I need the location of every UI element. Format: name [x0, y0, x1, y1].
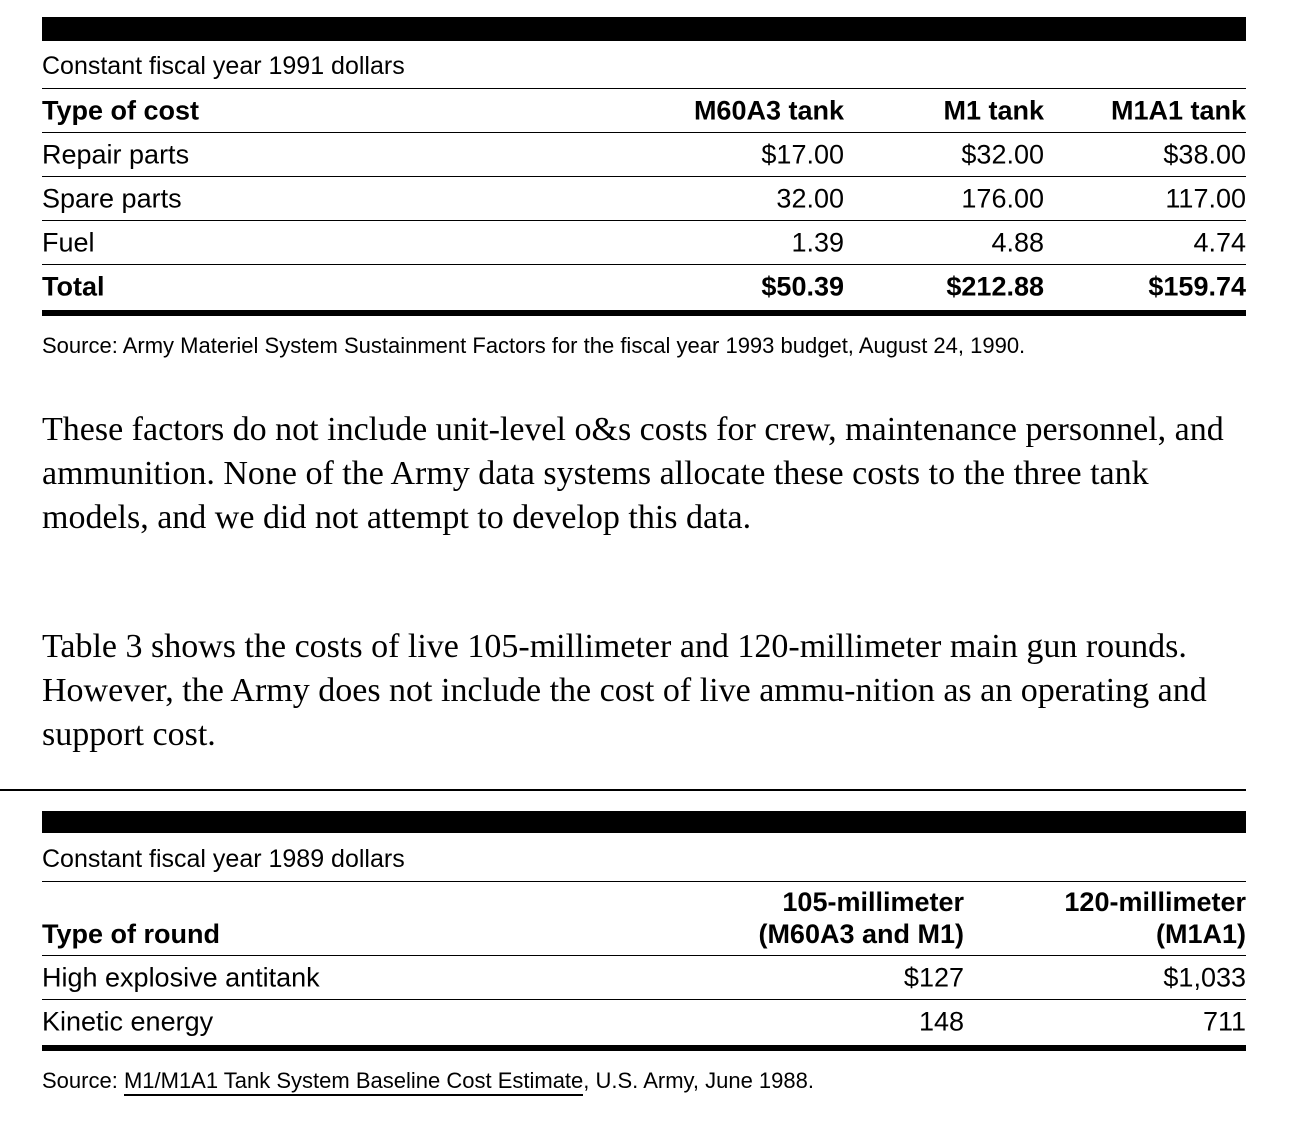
header-120mm-line2: (M1A1) [1155, 919, 1246, 949]
table1-source: Source: Army Materiel System Sustainment Factors for the fiscal year 1993 budget, August 24, 1990. [42, 333, 1026, 358]
table2-header-105mm [758, 886, 964, 950]
table1-total-row [42, 265, 1246, 308]
table1-header-m60a3: M60A3 tank [693, 95, 844, 125]
cell-m1: $32.00 [961, 139, 1044, 169]
row-label: Kinetic energy [42, 1006, 214, 1036]
cell-m1: 4.88 [991, 227, 1044, 257]
table-row [42, 1000, 1246, 1043]
table-row [42, 221, 1246, 264]
source-suffix: , U.S. Army, June 1988. [583, 1068, 814, 1093]
cell-m1a1: 117.00 [1165, 183, 1246, 213]
row-label: Spare parts [42, 183, 182, 213]
table1-header-m1a1: M1A1 tank [1110, 95, 1246, 125]
table2-source [42, 1068, 814, 1094]
cell-m60a3: 1.39 [791, 227, 844, 257]
body-paragraph-2: Table 3 shows the costs of live 105-millimeter and 120-millimeter main gun rounds. However, the Army does not include the cost of live ammu-nition as an operating and support cost. [42, 628, 1207, 753]
header-120mm-line1: 120-millimeter [1064, 887, 1246, 917]
source-title: M1/M1A1 Tank System Baseline Cost Estimate [124, 1068, 583, 1096]
cell-m1a1: $38.00 [1163, 139, 1246, 169]
table2-bottom-rule [42, 1045, 1246, 1051]
cell-m60a3: $17.00 [761, 139, 844, 169]
table1-header-row [42, 89, 1246, 132]
cell-105mm: 148 [918, 1006, 964, 1036]
cell-m1: 176.00 [961, 183, 1044, 213]
table2-top-bar [42, 811, 1246, 833]
row-label: High explosive antitank [42, 962, 320, 992]
divider [42, 881, 1246, 882]
table2-header-row [42, 884, 1246, 954]
row-label: Repair parts [42, 139, 190, 169]
header-105mm-line1: 105-millimeter [782, 887, 964, 917]
header-105mm-line2: (M60A3 and M1) [758, 919, 964, 949]
total-m1a1: $159.74 [1148, 271, 1246, 301]
cell-120mm: 711 [1202, 1006, 1246, 1036]
table2-header-120mm [1064, 886, 1246, 950]
source-prefix: Source: [42, 1068, 124, 1093]
table-row [42, 133, 1246, 176]
table2-caption: Constant fiscal year 1989 dollars [42, 845, 405, 873]
table1-header-m1: M1 tank [943, 95, 1044, 125]
body-paragraph-1: These factors do not include unit-level o&s costs for crew, maintenance personnel, and ammunition. None of the Army data systems allocate these costs to the three tank models, and we did not attempt to develop this data. [42, 411, 1224, 536]
table1-bottom-rule [42, 310, 1246, 316]
total-m60a3: $50.39 [761, 271, 844, 301]
cell-m60a3: 32.00 [776, 183, 844, 213]
row-label: Fuel [42, 227, 95, 257]
total-label: Total [42, 271, 105, 301]
table1-caption: Constant fiscal year 1991 dollars [42, 52, 405, 80]
cell-m1a1: 4.74 [1193, 227, 1246, 257]
total-m1: $212.88 [946, 271, 1044, 301]
table1-top-bar [42, 17, 1246, 41]
table-row [42, 956, 1246, 999]
table1-header-type: Type of cost [42, 95, 200, 125]
table-row [42, 177, 1246, 220]
table2-header-type: Type of round [42, 919, 220, 949]
page-separator [0, 789, 1246, 791]
cell-105mm: $127 [903, 962, 964, 992]
cell-120mm: $1,033 [1163, 962, 1246, 992]
